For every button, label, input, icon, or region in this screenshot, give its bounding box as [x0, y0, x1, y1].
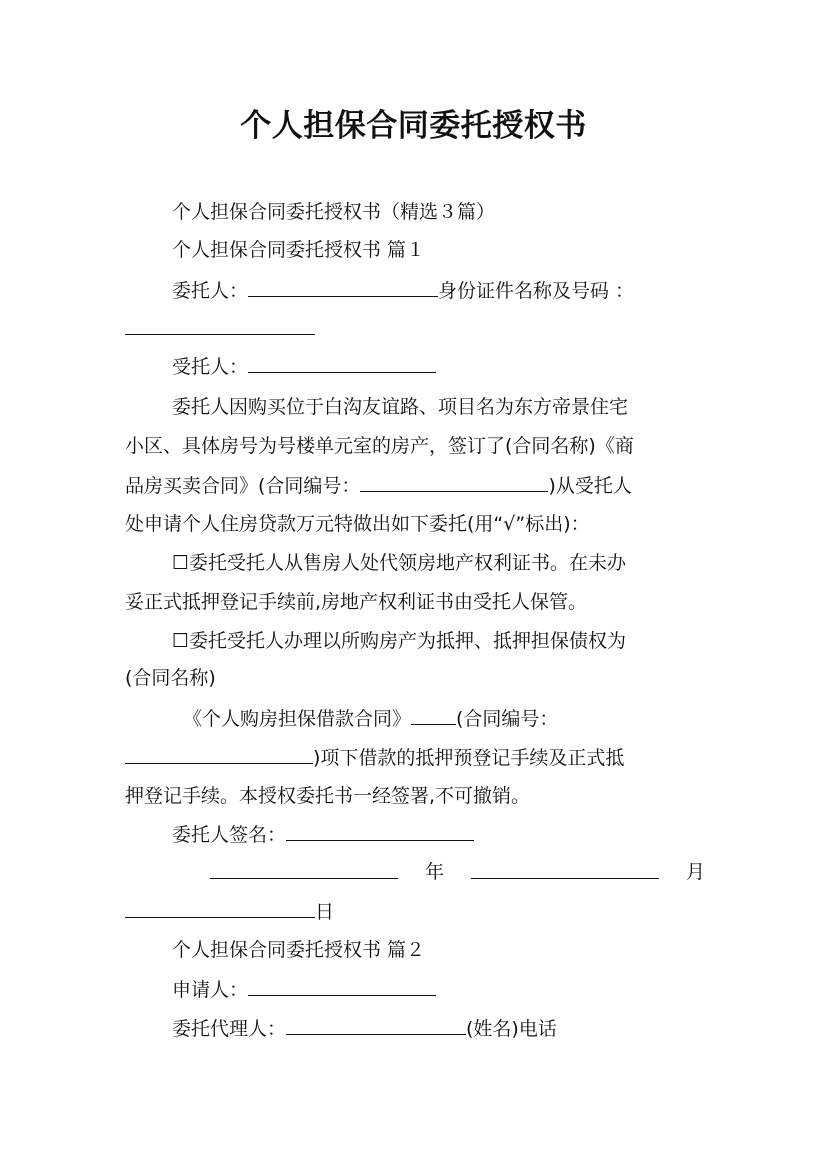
trustee-blank — [248, 354, 436, 373]
option-line: (合同名称) — [125, 667, 216, 689]
paragraph-line: 处申请个人住房贷款万元特做出如下委托(用“√”标出)： — [125, 513, 590, 535]
paragraph-line: 押登记手续。本授权委托书一经签署,不可撤销。 — [125, 785, 531, 807]
option-line: 妥正式抵押登记手续前,房地产权利证书由受托人保管。 — [125, 591, 588, 613]
signature-line — [172, 822, 705, 847]
principal-label: 委托人： — [172, 280, 249, 302]
agent-blank — [286, 1016, 466, 1035]
principal-line — [172, 278, 705, 303]
day-label: 日 — [315, 901, 335, 923]
id-label: 身份证件名称及号码 ： — [438, 280, 635, 302]
applicant-label: 申请人： — [172, 979, 249, 1001]
month-label: 月 — [685, 861, 705, 883]
id-number-line — [125, 316, 705, 341]
section-heading-2: 个人担保合同委托授权书 篇２ — [172, 939, 426, 961]
year-blank — [210, 860, 398, 879]
loan-contract-number-label: (合同编号： — [456, 708, 559, 730]
paragraph-line — [125, 473, 705, 498]
year-label: 年 — [424, 861, 444, 883]
trustee-label: 受托人： — [172, 356, 249, 378]
doc-subtitle: 个人担保合同委托授权书（精选３篇） — [172, 201, 496, 223]
date-line — [210, 860, 705, 884]
applicant-blank — [248, 977, 436, 996]
agent-phone-label: (姓名)电话 — [466, 1018, 557, 1040]
contract-number-blank — [360, 473, 548, 492]
agent-label: 委托代理人： — [172, 1018, 287, 1040]
option-line: ☐委托受托人从售房人处代领房地产权利证书。在未办 — [172, 552, 627, 574]
paragraph-text: )项下借款的抵押预登记手续及正式抵 — [313, 747, 625, 769]
applicant-line — [172, 977, 705, 1002]
paragraph-text: )从受托人 — [548, 475, 632, 497]
loan-contract-line — [183, 706, 705, 731]
loan-contract-number-blank — [125, 745, 313, 764]
signature-blank — [286, 822, 474, 841]
trustee-line — [172, 354, 705, 379]
principal-blank — [248, 278, 438, 297]
contract-number-label: 品房买卖合同》(合同编号： — [125, 475, 361, 497]
day-blank — [125, 899, 315, 918]
signature-label: 委托人签名： — [172, 824, 287, 846]
day-line — [125, 899, 705, 924]
agent-line — [172, 1016, 705, 1041]
paragraph-line — [125, 745, 705, 770]
section-heading-1: 个人担保合同委托授权书 篇１ — [172, 239, 426, 261]
paragraph-line: 委托人因购买位于白沟友谊路、项目名为东方帝景住宅 — [172, 396, 629, 418]
loan-contract-name: 《个人购房担保借款合同》 — [183, 708, 412, 730]
loan-blank — [411, 706, 456, 725]
option-line: ☐委托受托人办理以所购房产为抵押、抵押担保债权为 — [172, 630, 627, 652]
month-blank — [471, 860, 659, 879]
paragraph-line: 小区、具体房号为号楼单元室的房产，签订了(合同名称)《商 — [125, 435, 634, 457]
id-number-blank — [125, 316, 315, 335]
document-title: 个人担保合同委托授权书 — [240, 108, 587, 144]
